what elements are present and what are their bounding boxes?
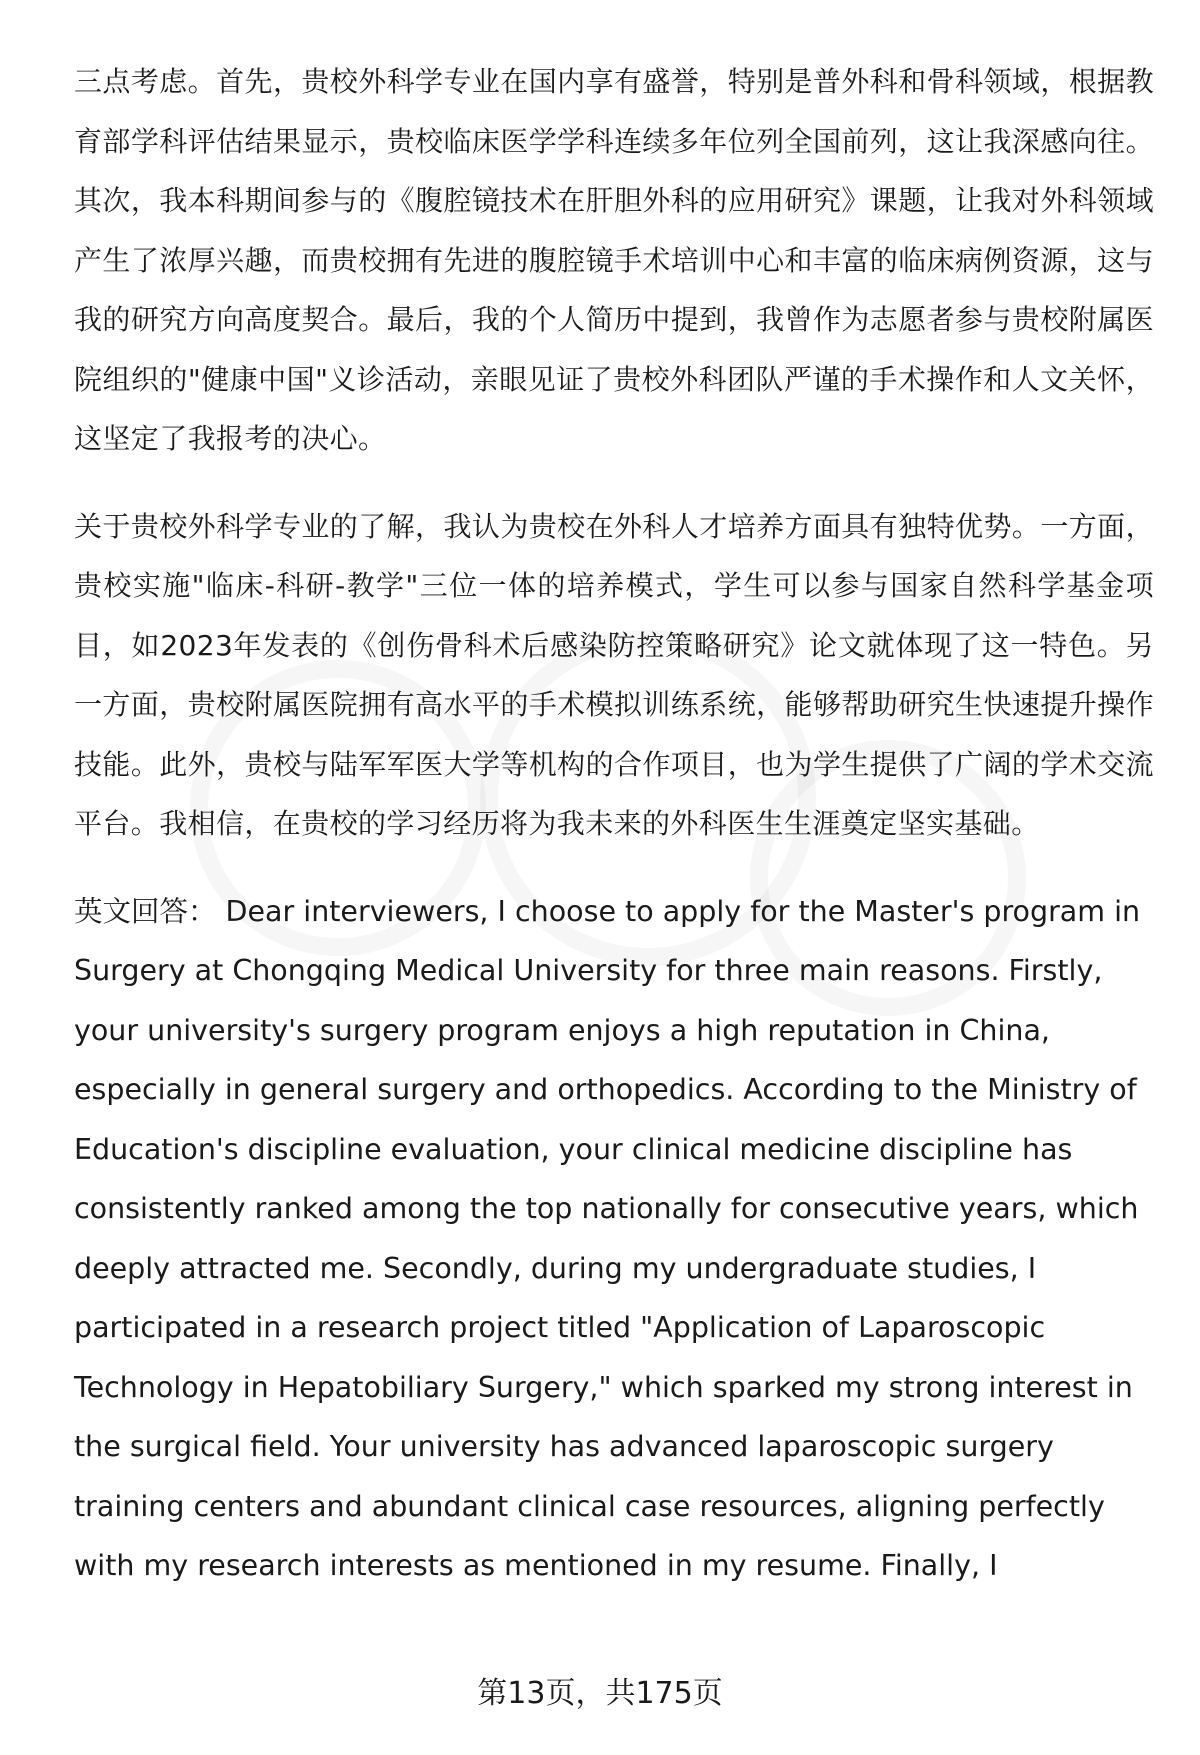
paragraph-reasons-zh: 三点考虑。首先，贵校外科学专业在国内享有盛誉，特别是普外科和骨科领域，根据教育部学科评估结果显示，贵校临床医学学科连续多年位列全国前列，这让我深感向往。其次，我本科期间参与的《腹腔镜技术在肝胆外科的应用研究》课题，让我对外科领域产生了浓厚兴趣，而贵校拥有先进的腹腔镜手术培训中心和丰富的临床病例资源，这与我的研究方向高度契合。最后，我的个人简历中提到，我曾作为志愿者参与贵校附属医院组织的"健康中国"义诊活动，亲眼见证了贵校外科团队严谨的手术操作和人文关怀，这坚定了我报考的决心。 <box>74 65 1154 455</box>
paragraph-program-zh: 关于贵校外科学专业的了解，我认为贵校在外科人才培养方面具有独特优势。一方面，贵校实施"临床-科研-教学"三位一体的培养模式，学生可以参与国家自然科学基金项目，如2023年发表的《创伤骨科术后感染防控策略研究》论文就体现了这一特色。另一方面，贵校附属医院拥有高水平的手术模拟训练系统，能够帮助研究生快速提升操作技能。此外，贵校与陆军军医大学等机构的合作项目，也为学生提供了广阔的学术交流平台。我相信，在贵校的学习经历将为我未来的外科医生生涯奠定坚实基础。 <box>74 509 1154 840</box>
paragraph-english-answer: 英文回答： Dear interviewers, I choose to apply for the Master's program in Surgery at Chongqing Medical University for three main reasons. Firstly, your university's surgery program enjoys a high reputation in China, especially in general surgery and orthopedics. According to the Ministry of Education's discipline evaluation, your clinical medicine discipline has consistently ranked among the top nationally for consecutive years, which deeply attracted me. Secondly, during my undergraduate studies, I participated in a research project titled "Application of Laparoscopic Technology in Hepatobiliary Surgery," which sparked my strong interest in the surgical field. Your university has advanced laparoscopic surgery training centers and abundant clinical case resources, aligning perfectly with my research interests as mentioned in my resume. Finally, I <box>74 894 1141 1582</box>
page-number: 第13页，共175页 <box>477 1676 723 1711</box>
document-body <box>74 52 1154 1596</box>
